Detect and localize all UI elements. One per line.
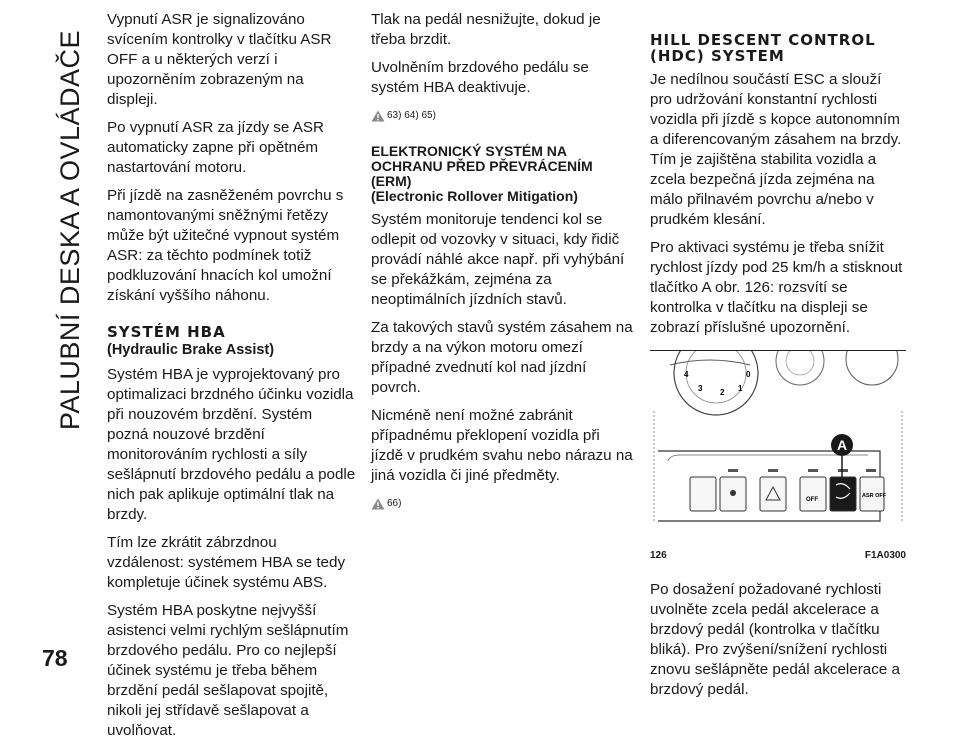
section-heading-hba: SYSTÉM HBA [107,323,226,341]
paragraph: Pro aktivaci systému je třeba snížit rychlost jízdy pod 25 km/h a stisknout tlačítko A obr. 126: rozsvítí se kontrolka v tlačítku na displeji se zobrazí příslušné upozornění. [650,239,903,336]
paragraph: Systém monitoruje tendenci kol se odlepit od vozovky v situaci, kdy řidič provádí náhlé akce např. při vyhýbání se překážkám, zejména za neoptimálních jízdních stavů. [371,211,625,308]
section-heading-erm [371,144,633,204]
callout-label-a: A [836,437,848,453]
section-subheading-hba: (Hydraulic Brake Assist) [107,342,275,358]
dial-number: 1 [738,384,743,393]
warning-reference [371,106,633,126]
warning-refs-text: 66) [387,498,402,509]
paragraph: Systém HBA je vyprojektovaný pro optimalizaci brzdného účinku vozidla při nouzovém brzdění. Systém pozná nouzové brzdění monitorováním rychlosti a síly sešlápnutí brzdového pedálu a podle nich pak aplikuje optimální tlak na brzdy. [107,366,356,523]
warning-refs-text: 63) 64) 65) [387,110,436,121]
dial-number: 4 [684,370,689,379]
paragraph: Tím lze zkrátit zábrzdnou vzdálenost: systémem HBA se tedy kompletuje účinek systému ABS. [107,534,346,591]
figure-code: F1A0300 [864,550,906,561]
paragraph: Za takových stavů systém zásahem na brzdy a na výkon motoru omezí případné zvednutí kol nad jízdní povrch. [371,319,633,396]
chapter-side-title [50,30,90,640]
figure-frame [650,350,906,541]
figure-126 [650,350,906,568]
paragraph: Systém HBA poskytne nejvyšší asistenci velmi rychlým sešlápnutím brzdového pedálu. Pro co nejlepší účinek systému je třeba během brzdění pedál sešlapovat spojitě, nikoli jej střídavě sešlapovat a uvolňovat. [107,602,349,739]
paragraph: Nicméně není možné zabránit případnému překlopení vozidla při jízdě v prudkém svahu nebo nárazu na jiná vozidla či jiné předměty. [371,407,633,484]
chapter-title-text: PALUBNÍ DESKA A OVLÁDAČE [54,30,85,431]
column-1 [107,10,357,749]
figure-number: 126 [650,550,667,561]
page-number: 78 [42,645,68,671]
column-2 [371,10,633,526]
dial-number: 2 [720,388,725,397]
dial-number: 0 [746,370,751,379]
paragraph: Vypnutí ASR je signalizováno svícením kontrolky v tlačítku ASR OFF a u některých verzí i upozorněním zobrazeným na displeji. [107,11,332,108]
paragraph: Je nedílnou součástí ESC a slouží pro udržování konstantní rychlosti vozidla při jízdě s kopce autonomním a diferencovaným zásahem na brzdy. Tím je zajištěna stabilita vozidla a zcela bezpečná jízda zejména na málo přilnavém povrchu a/nebo v prudkém klesání. [650,71,902,228]
paragraph: Po vypnutí ASR za jízdy se ASR automaticky zapne při opětném nastartování motoru. [107,119,324,176]
warning-triangle-icon [371,498,385,510]
paragraph: Tlak na pedál nesnižujte, dokud je třeba brzdit. [371,11,601,48]
column-3 [650,10,906,708]
button-label-asr-off: ASR OFF [862,493,887,499]
paragraph: Po dosažení požadované rychlosti uvolněte zcela pedál akcelerace a brzdový pedál (kontrolka v tlačítku bliká). Pro zvýšení/snížení rychlosti znovu sešlápněte pedál akcelerace a brzdový pedál. [650,581,900,698]
section-heading-hdc: HILL DESCENT CONTROL (HDC) SYSTEM [650,31,876,65]
paragraph: Uvolněním brzdového pedálu se systém HBA deaktivuje. [371,59,589,96]
erm-title: ELEKTRONICKÝ SYSTÉM NA OCHRANU PŘED PŘEVRÁCENÍM (ERM) [371,143,593,189]
dashboard-controls-illustration [650,351,906,541]
button-label-lock-off: OFF [806,497,818,503]
erm-subtitle: (Electronic Rollover Mitigation) [371,188,578,204]
warning-reference [371,494,633,514]
dial-number: 3 [698,384,703,393]
paragraph: Při jízdě na zasněženém povrchu s namontovanými sněžnými řetězy může být užitečné vypnout systém ASR: za těchto podmínek totiž podkluzování hnacích kol umožní získání vyššího náhonu. [107,187,344,304]
button-group [690,469,887,511]
warning-triangle-icon [371,110,385,122]
